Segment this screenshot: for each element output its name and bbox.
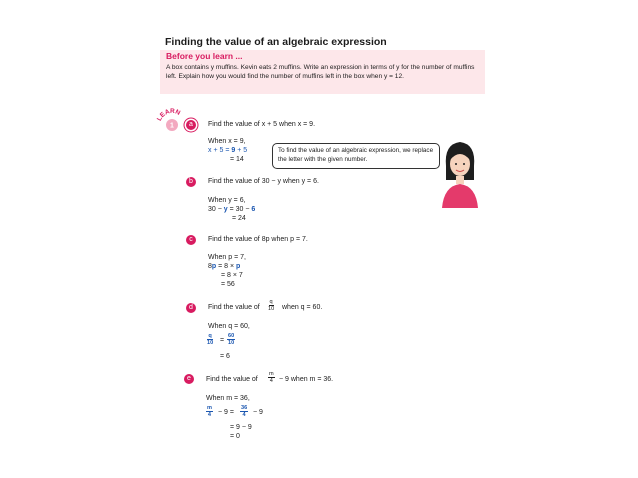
part-c-line2: 8p = 8 × p [208,263,241,270]
part-a-line3: = 14 [230,156,244,163]
part-c-line3: = 8 × 7 [221,272,243,279]
part-d-question-fraction: $\frac{q}{10}$ [268,299,275,313]
part-e-line3: = 9 − 9 [230,424,252,431]
part-d-line1: When q = 60, [208,323,250,330]
part-b-line2: 30 − y = 30 − 6 [208,206,256,213]
part-e-question-fraction: $\frac{m}{4}$ [269,371,274,385]
part-b-line3: = 24 [232,215,246,222]
part-b-badge: b [186,177,196,187]
part-c-line4: = 56 [221,281,235,288]
learn-badge-text: LEARN [155,107,182,123]
speech-bubble: To find the value of an algebraic expression, we replace the letter with the given number. [272,143,440,169]
part-e-fraction-2: $\frac{36}{4}$ [241,405,248,419]
before-you-learn-text: A box contains y muffins. Kevin eats 2 muffins. Write an expression in terms of y for the number of muffins left. Explain how you would find the number of muffins left in the box when y = 12. [166,64,475,80]
learn-badge-number: 1 [170,122,174,130]
part-d-fraction-1: $\frac{q}{10}$ [207,333,214,347]
part-d-badge: d [186,303,196,313]
part-e-question-end: − 9 when m = 36. [279,376,334,383]
part-e-badge: e [184,374,194,384]
learn-badge-icon [155,105,189,139]
part-e-question-start: Find the value of [206,376,258,383]
part-d-equals: = [220,337,225,344]
part-e-minus-equals: − 9 = [218,409,234,416]
before-you-learn-heading: Before you learn ... [166,51,243,61]
part-a-line1: When x = 9, [208,138,246,145]
page-title: Finding the value of an algebraic expression [165,36,387,48]
part-a-question: Find the value of x + 5 when x = 9. [208,121,316,128]
part-a-badge: a [186,120,196,130]
part-d-fraction-2: $\frac{60}{10}$ [228,333,235,347]
part-b-line1: When y = 6, [208,197,246,204]
part-d-question-start: Find the value of [208,304,260,311]
part-b-question: Find the value of 30 − y when y = 6. [208,178,319,185]
part-d-question-end: when q = 60. [282,304,323,311]
part-c-badge: c [186,235,196,245]
part-e-line4: = 0 [230,433,240,440]
part-e-minus-nine: − 9 [253,409,263,416]
part-e-fraction-1: $\frac{m}{4}$ [207,405,212,419]
part-c-question: Find the value of 8p when p = 7. [208,236,308,243]
part-d-line3: = 6 [220,353,230,360]
part-a-line2: x + 5 = 9 + 5 [208,147,248,154]
part-c-line1: When p = 7, [208,254,246,261]
part-e-line1: When m = 36, [206,395,250,402]
student-illustration [440,136,480,208]
